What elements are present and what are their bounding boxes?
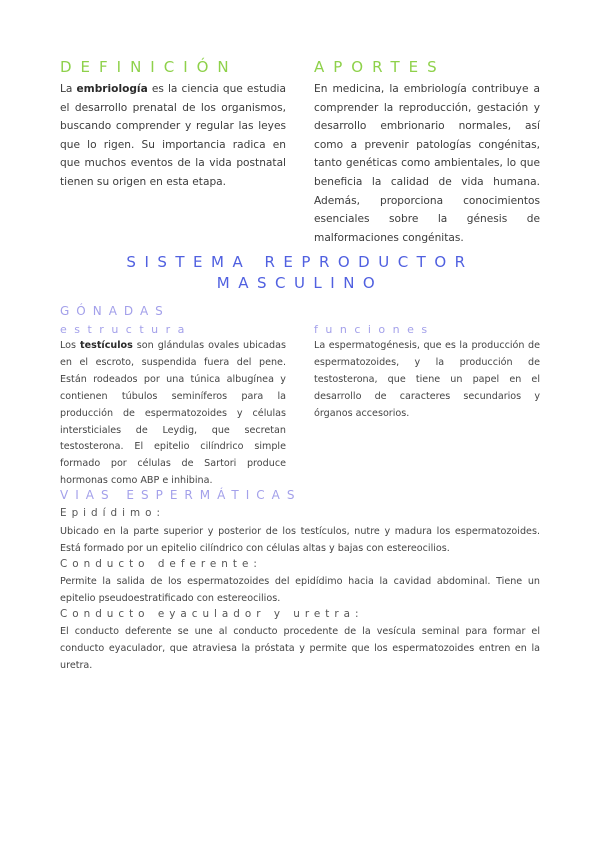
definicion-paragraph: La embriología es la ciencia que estudia el desarrollo prenatal de los organismos, buscando comprender y regular las leyes que lo rigen. Su importancia radica en que muchos eventos de la vida postnatal tienen su origen en esta etapa. (60, 83, 286, 188)
funciones-paragraph: La espermatogénesis, que es la producción de espermatozoides, y la producción de testosterona, que tiene un papel en el desarrollo de caracteres secundarios y órganos accesorios. (314, 340, 540, 419)
epididimo-label: Epidídimo: (60, 507, 165, 519)
eyaculador-label: Conducto eyaculador y uretra: (60, 608, 364, 620)
estructura-term: testículos (80, 340, 133, 351)
definicion-term: embriología (76, 83, 148, 95)
estructura-paragraph: Los testículos son glándulas ovales ubicadas en el escroto, suspendida fuera del pene. Están rodeados por una túnica albugínea y contienen túbulos seminíferos para la producción de espermatozoides y células intersticiales de Leydig, que secretan testosterona. El epitelio cilíndrico simple formado por células de Sartori produce hormonas como ABP e inhibina. (60, 340, 286, 487)
deferente-paragraph: Permite la salida de los espermatozoides del epidídimo hacia la cavidad abdominal. Tiene un epitelio pseudoestratificado con estereocilios. (60, 576, 540, 604)
aportes-heading: APORTES (314, 58, 446, 76)
estructura-label: estructura (60, 323, 192, 336)
definicion-heading: DEFINICIÓN (60, 58, 238, 76)
deferente-label: Conducto deferente: (60, 558, 262, 570)
aportes-paragraph: En medicina, la embriología contribuye a comprender la reproducción, gestación y desarrollo embrionario normales, así como a prevenir patologías congénitas, tanto genéticas como ambientales, lo que beneficia la calidad de vida humana. Además, proporciona conocimientos esenciales sobre la génesis de malformaciones congénitas. (314, 83, 540, 244)
title-line-1: SISTEMA REPRODUCTOR (126, 253, 474, 271)
title-line-2: MASCULINO (216, 274, 384, 292)
epididimo-paragraph: Ubicado en la parte superior y posterior de los testículos, nutre y madura los espermatozoides. Está formado por un epitelio cilíndrico con células altas y bajas con estereocilios. (60, 526, 540, 554)
funciones-label: funciones (314, 323, 435, 336)
gonadas-heading: GÓNADAS (60, 304, 170, 318)
eyaculador-paragraph: El conducto deferente se une al conducto procedente de la vesícula seminal para formar el conducto eyaculador, que atraviesa la próstata y permite que los espermatozoides entren en la uretra. (60, 626, 540, 671)
vias-heading: VIAS ESPERMÁTICAS (60, 488, 302, 502)
